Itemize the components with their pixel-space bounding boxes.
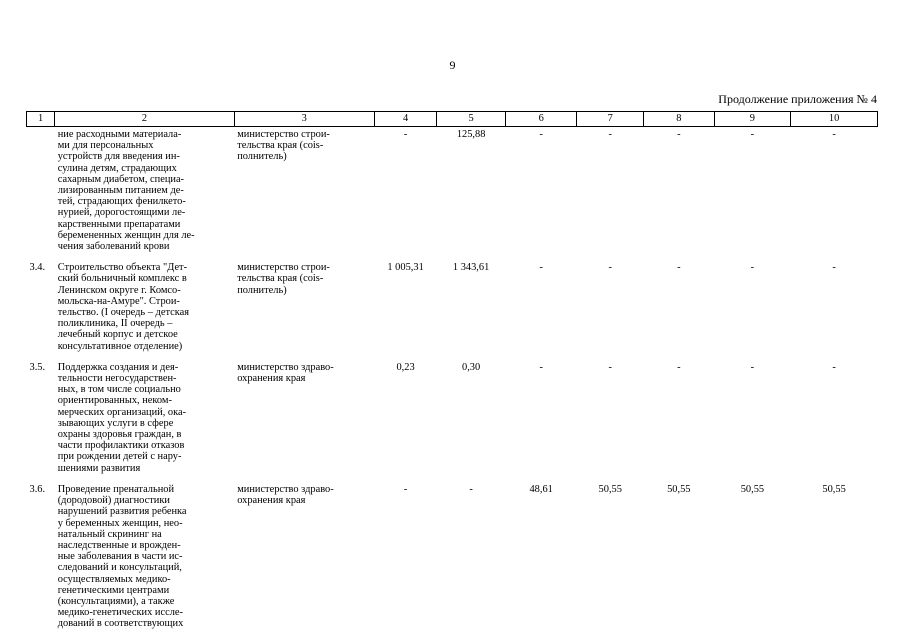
header-cell: 5 xyxy=(437,112,506,127)
row-executor: министерство здраво- охранения края xyxy=(237,361,334,385)
value-cell: - xyxy=(403,129,408,140)
header-cell: 7 xyxy=(577,112,644,127)
row-number: 3.5. xyxy=(29,361,46,373)
header-cell: 1 xyxy=(27,112,55,127)
header-cell: 10 xyxy=(791,112,878,127)
value-cell: 1 343,61 xyxy=(452,262,490,274)
value-cell: 50,55 xyxy=(740,483,765,495)
row-description: Проведение пренатальной (дородовой) диагностики нарушений развития ребенка у беременных женщин, нео- натальный скрининг на наследственные и врожден- ные заболевания в части ис- следований и консультаций, осуществляемых медико- генетическими центрами (консультациями), а также медико-генетических иссле- дований в соответствующих xyxy=(57,483,187,630)
header-cell: 6 xyxy=(505,112,577,127)
value-cell: 0,23 xyxy=(396,361,415,373)
row-description: Поддержка создания и дея- тельности негосударствен- ных, в том числе социально ориентированных, неком- мерческих организаций, ока- зывающих услуги в сфере охраны здоровья граждан, в части профилактики отказов при рождении детей с нару- шениями развития xyxy=(57,361,187,474)
value-cell: - xyxy=(832,129,836,140)
value-cell: - xyxy=(832,361,836,373)
value-cell: - xyxy=(608,361,612,373)
header-cell: 4 xyxy=(374,112,437,127)
value-cell: - xyxy=(832,262,836,274)
value-cell: 0,30 xyxy=(462,361,481,373)
header-cell: 9 xyxy=(714,112,791,127)
value-cell: - xyxy=(677,262,681,274)
value-cell: 50,55 xyxy=(598,483,622,495)
value-cell: 50,55 xyxy=(667,483,691,495)
value-cell: - xyxy=(677,361,681,373)
row-description: Строительство объекта "Дет- ский больничный комплекс в Ленинском округе г. Комсо- мольска-на-Амуре". Строи- тельство. (I очередь – детская поликлиника, II очередь – лечебный корпус и детское консультативное отделение) xyxy=(57,262,190,352)
header-cell: 2 xyxy=(55,112,234,127)
value-cell: 125,88 xyxy=(456,129,486,140)
continuation-label: Продолжение приложения № 4 xyxy=(718,92,877,106)
value-cell: - xyxy=(750,129,755,140)
row-executor: министерство строи- тельства края (сois- полнитель) xyxy=(237,262,330,296)
header-row xyxy=(27,112,878,127)
row-number: 3.4. xyxy=(29,262,46,274)
page-number: 9 xyxy=(449,58,456,72)
value-cell: - xyxy=(677,129,681,140)
row-description: ние расходными материала- ми для персональных устройств для введения ин- сулина детям, страдающих сахарным диабетом, специа- лизированным питанием де- тей, страдающих фенилкето- нурией, дорогостоящими ле- карственными препаратами беремененных женщин для ле- чения заболеваний крови xyxy=(57,129,195,253)
value-cell: - xyxy=(539,129,543,140)
value-cell: - xyxy=(750,262,755,274)
value-cell: - xyxy=(403,483,408,495)
value-cell: - xyxy=(539,361,543,373)
row-executor: министерство здраво- охранения края xyxy=(237,483,334,507)
header-cell: 3 xyxy=(234,112,374,127)
value-cell: - xyxy=(469,483,473,495)
value-cell: - xyxy=(608,129,612,140)
header-cell: 8 xyxy=(644,112,715,127)
value-cell: - xyxy=(539,262,543,274)
value-cell: 48,61 xyxy=(529,483,553,495)
budget-table xyxy=(26,111,878,636)
row-number xyxy=(27,127,55,259)
value-cell: - xyxy=(608,262,612,274)
row-executor: министерство строи- тельства края (сois- полнитель) xyxy=(237,129,330,163)
table-row xyxy=(27,480,878,636)
row-number: 3.6. xyxy=(29,483,46,495)
table-row xyxy=(27,127,878,259)
table-row xyxy=(27,258,878,358)
table-row xyxy=(27,358,878,480)
value-cell: - xyxy=(750,361,755,373)
value-cell: 50,55 xyxy=(822,483,846,495)
value-cell: 1 005,31 xyxy=(387,262,424,274)
